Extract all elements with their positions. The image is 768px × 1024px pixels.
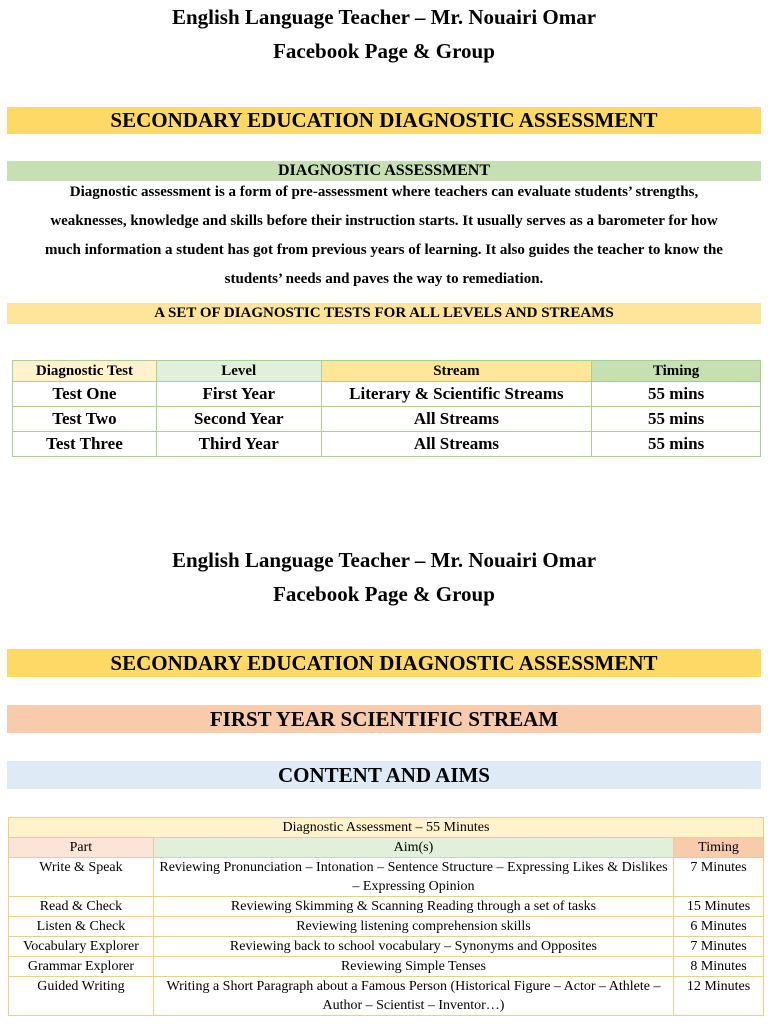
table-cell: Reviewing Skimming & Scanning Reading through a set of tasks: [153, 897, 673, 917]
header-cell: Part: [9, 838, 154, 858]
intro-paragraph: [8, 178, 760, 294]
paragraph-line: much information a student has got from previous years of learning. It also guides the teacher to know the: [45, 242, 723, 258]
table-cell: 55 mins: [592, 382, 761, 407]
table-caption: Diagnostic Assessment – 55 Minutes: [9, 818, 764, 838]
table-cell: Test Three: [13, 432, 157, 457]
table-cell: Listen & Check: [9, 917, 154, 937]
table-row: [13, 382, 761, 407]
main-title-banner: SECONDARY EDUCATION DIAGNOSTIC ASSESSMENT: [7, 107, 761, 134]
table-cell: Reviewing Pronunciation – Intonation – Sentence Structure – Expressing Likes & Dislikes – Expressing Opinion: [153, 858, 673, 897]
table-row: [13, 432, 761, 457]
header-cell: Diagnostic Test: [13, 361, 157, 382]
table-cell: Third Year: [156, 432, 321, 457]
table-cell: Guided Writing: [9, 977, 154, 1016]
teacher-name-heading: English Language Teacher – Mr. Nouairi Omar: [171, 5, 597, 29]
table-cell: 12 Minutes: [674, 977, 764, 1016]
table-row: [9, 977, 764, 1016]
table-cell: 7 Minutes: [674, 858, 764, 897]
table-cell: Writing a Short Paragraph about a Famous Person (Historical Figure – Actor – Athlete – Author – Scientist – Inventor…): [153, 977, 673, 1016]
table-row: [13, 407, 761, 432]
facebook-heading: Facebook Page & Group: [273, 39, 495, 63]
table-header-row: [9, 838, 764, 858]
header-cell: Level: [156, 361, 321, 382]
table-cell: 6 Minutes: [674, 917, 764, 937]
paragraph-line: weaknesses, knowledge and skills before their instruction starts. It usually serves as a barometer for how: [50, 213, 718, 229]
paragraph-line: students’ needs and paves the way to remediation.: [224, 271, 544, 287]
table-cell: Reviewing Simple Tenses: [153, 957, 673, 977]
table-row: [9, 917, 764, 937]
content-table: [8, 817, 764, 1016]
header-cell: Stream: [321, 361, 592, 382]
table-cell: Write & Speak: [9, 858, 154, 897]
table-row: [9, 858, 764, 897]
table-header-row: [13, 361, 761, 382]
table-cell: 15 Minutes: [674, 897, 764, 917]
table-cell: All Streams: [321, 407, 592, 432]
table-cell: Second Year: [156, 407, 321, 432]
table-cell: All Streams: [321, 432, 592, 457]
paragraph-line: Diagnostic assessment is a form of pre-assessment where teachers can evaluate students’ strengths,: [69, 184, 699, 200]
section-heading: DIAGNOSTIC ASSESSMENT: [7, 161, 761, 181]
tests-table: [12, 360, 761, 457]
table-cell: 55 mins: [592, 432, 761, 457]
main-title-banner-2: SECONDARY EDUCATION DIAGNOSTIC ASSESSMENT: [7, 649, 761, 677]
table-cell: Test One: [13, 382, 157, 407]
table-cell: Reviewing listening comprehension skills: [153, 917, 673, 937]
stream-title-banner: FIRST YEAR SCIENTIFIC STREAM: [7, 705, 761, 733]
table-cell: Read & Check: [9, 897, 154, 917]
table-cell: 8 Minutes: [674, 957, 764, 977]
table-row: [9, 897, 764, 917]
table-caption-row: [9, 818, 764, 838]
table-cell: 7 Minutes: [674, 937, 764, 957]
table-cell: Grammar Explorer: [9, 957, 154, 977]
table-cell: Reviewing back to school vocabulary – Synonyms and Opposites: [153, 937, 673, 957]
table-cell: First Year: [156, 382, 321, 407]
table-cell: Literary & Scientific Streams: [321, 382, 592, 407]
teacher-name-heading-2: English Language Teacher – Mr. Nouairi Omar: [171, 548, 597, 572]
header-cell: Timing: [674, 838, 764, 858]
table-row: [9, 937, 764, 957]
tests-heading: A SET OF DIAGNOSTIC TESTS FOR ALL LEVELS AND STREAMS: [7, 303, 761, 324]
header-cell: Timing: [592, 361, 761, 382]
table-cell: 55 mins: [592, 407, 761, 432]
content-title-banner: CONTENT AND AIMS: [7, 761, 761, 789]
table-row: [9, 957, 764, 977]
table-cell: Vocabulary Explorer: [9, 937, 154, 957]
table-cell: Test Two: [13, 407, 157, 432]
facebook-heading-2: Facebook Page & Group: [273, 582, 495, 606]
header-cell: Aim(s): [153, 838, 673, 858]
